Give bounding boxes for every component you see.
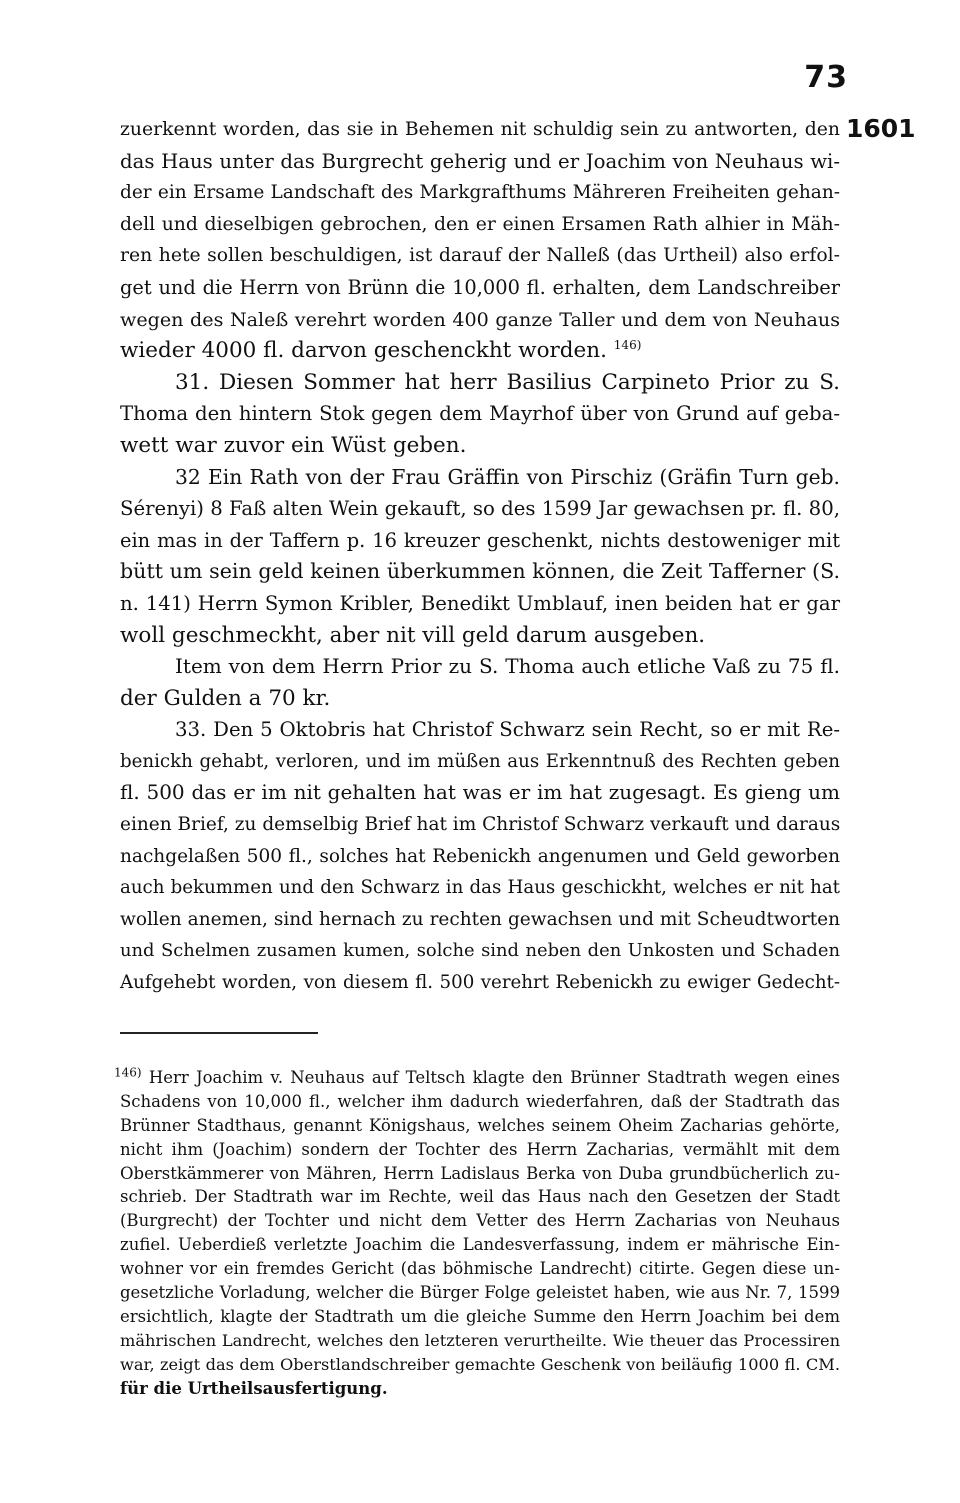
text-line: einen Brief, zu demselbig Brief hat im Christof Schwarz verkauft und daraus (120, 814, 841, 836)
footnote-line: Brünner Stadthaus, genannt Königshaus, welches seinem Oheim Zacharias gehörte, (120, 1115, 840, 1135)
footnote-line: Schadens von 10,000 fl., welcher ihm dadurch wiederfahren, daß der Stadtrath das (120, 1091, 840, 1111)
text-line: zuerkennt worden, das sie in Behemen nit schuldig sein zu antworten, den (120, 119, 840, 140)
text-line: nachgelaßen 500 fl., solches hat Rebenickh angenumen und Geld geworben (120, 845, 840, 867)
text-line: auch bekummen und den Schwarz in das Haus geschickht, welches er nit hat (120, 877, 840, 899)
text-line: wegen des Naleß verehrt worden 400 ganze Taller und dem von Neuhaus (120, 307, 840, 331)
footnote-line: nicht ihm (Joachim) sondern der Tochter des Herrn Zacharias, vermählt mit dem (120, 1139, 840, 1159)
text-line: woll geschmeckht, aber nit vill geld darum ausgeben. (120, 622, 706, 648)
footnote-line: (Burgrecht) der Tochter und nicht dem Vetter des Herrn Zacharias von Neuhaus (120, 1211, 840, 1231)
text-line: ein mas in der Taffern p. 16 kreuzer geschenkt, nichts destoweniger mit (120, 528, 840, 552)
footnote-line: zufiel. Ueberdieß verletzte Joachim die Landesverfassung, indem er mährische Ein- (120, 1235, 840, 1255)
footnote-reference[interactable]: 146) (613, 338, 642, 352)
text-line: ren hete sollen beschuldigen, ist darauf der Nalleß (das Urtheil) also erfol- (120, 245, 840, 267)
footnote-line: Oberstkämmerer von Mähren, Herrn Ladislaus Berka von Duba grundbücherlich zu- (120, 1163, 840, 1183)
footnote-line: gesetzliche Vorladung, welcher die Bürger Folge geleistet haben, wie aus Nr. 7, 1599 (120, 1283, 840, 1303)
text-line: 31. Diesen Sommer hat herr Basilius Carpineto Prior zu S. (175, 369, 840, 395)
text-line: dell und dieselbigen gebrochen, den er einen Ersamen Rath alhier in Mäh- (120, 213, 840, 235)
text-line: bütt um sein geld keinen überkummen können, die Zeit Tafferner (S. (120, 559, 840, 584)
text-line: wett war zuvor ein Wüst geben. (120, 432, 467, 458)
text-line: fl. 500 das er im nit gehalten hat was er im hat zugesagt. Es gieng um (120, 780, 840, 805)
text-line: 33. Den 5 Oktobris hat Christof Schwarz sein Recht, so er mit Re- (175, 718, 840, 742)
main-text (120, 114, 840, 999)
text-line: 32 Ein Rath von der Frau Gräffin von Pirschiz (Gräfin Turn geb. (175, 464, 840, 489)
footnote-line: $^{146)}$ Herr Joachim v. Neuhaus auf Teltsch klagte den Brünner Stadtrath wegen eines (114, 1065, 840, 1087)
text-line: Aufgehebt worden, von diesem fl. 500 verehrt Rebenickh zu ewiger Gedecht- (120, 972, 840, 994)
text-line: der ein Ersame Landschaft des Markgrafthums Mähreren Freiheiten gehan- (120, 182, 840, 204)
text-line: das Haus unter das Burgrecht geherig und er Joachim von Neuhaus wi- (120, 149, 840, 173)
text-line: benickh gehabt, verloren, und im müßen aus Erkenntnuß des Rechten geben (120, 750, 840, 772)
page-number: 73 (804, 60, 848, 95)
text-line: get und die Herrn von Brünn die 10,000 fl. erhalten, dem Landschreiber (120, 275, 840, 299)
footnotes (114, 1065, 840, 1400)
footnote-line: ersichtlich, klagte der Stadtrath um die gleiche Summe den Herrn Joachim bei dem (120, 1306, 840, 1326)
text-line: wollen anemen, sind hernach zu rechten gewachsen und mit Scheudtworten (120, 908, 840, 930)
text-line: Sérenyi) 8 Faß alten Wein gekauft, so des 1599 Jar gewachsen pr. fl. 80, (120, 497, 840, 521)
footnote-divider (120, 1032, 318, 1034)
footnote-line: für die Urtheilsausfertigung. (120, 1378, 388, 1398)
footnote-line: schrieb. Der Stadtrath war im Rechte, weil das Haus nach den Gesetzen der Stadt (120, 1187, 840, 1207)
text-line: Thoma den hintern Stok gegen dem Mayrhof über von Grund auf geba- (120, 402, 840, 426)
text-line: n. 141) Herrn Symon Kribler, Benedikt Umblauf, inen beiden hat er gar (120, 591, 840, 615)
text-line: und Schelmen zusamen kumen, solche sind neben den Unkosten und Schaden (120, 940, 840, 962)
footnote-marker: 146) (114, 1065, 142, 1080)
footnote-line: wohner vor ein fremdes Gericht (das böhmische Landrecht) citirte. Gegen diese un- (120, 1259, 840, 1279)
text-line: Item von dem Herrn Prior zu S. Thoma auch etliche Vaß zu 75 fl. (175, 654, 840, 679)
footnote-line: war, zeigt das dem Oberstlandschreiber gemachte Geschenk von beiläufig 1000 fl. CM. (120, 1354, 840, 1374)
text-line: wieder 4000 fl. darvon geschenckht worden. $^{146)}$ (120, 338, 642, 364)
text-line: der Gulden a 70 kr. (120, 685, 331, 711)
marginal-year: 1601 (846, 114, 916, 143)
footnote-line: mährischen Landrecht, welches den letzteren verurtheilte. Wie theuer das Processiren (120, 1330, 840, 1350)
